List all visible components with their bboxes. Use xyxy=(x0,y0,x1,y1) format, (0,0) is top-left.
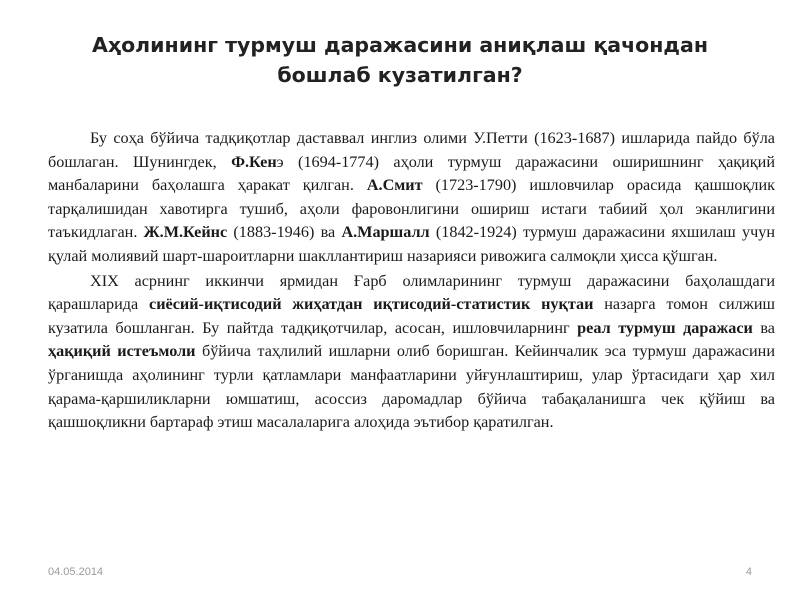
bold-name-kene: Ф.Кен xyxy=(231,152,277,171)
footer-page-number: 4 xyxy=(745,566,752,578)
slide-title: Аҳолининг турмуш даражасини аниқлаш қачондан бошлаб кузатилган? xyxy=(91,33,708,87)
bold-phrase-viewpoint: сиёсий-иқтисодий жиҳатдан иқтисодий-статистик нуқтаи xyxy=(149,295,594,314)
text-run: бўйича таҳлилий ишларни олиб боришган. Кейинчалик эса турмуш даражасини ўрганишда аҳолининг турли қатламлари манфаатларини уйғунлаштириш, улар ўртасидаги ҳар хил қарама-қаршиликларни юмшатиш, асоссиз даромадлар бўйича табақаланишга чек қўйиш ва қашшоқликни бартараф этиш масалаларига алоҳида эътибор қаратилган. xyxy=(48,342,776,432)
bold-name-smith: А.Смит xyxy=(366,176,423,195)
text-run: (1842-1924) турмуш даражасини яхшилаш учун қулай молиявий шарт-шароитларни шакллантириш назарияси ривожига салмоқли ҳисса қўшган. xyxy=(48,223,775,265)
bold-phrase-real-consumption: ҳақиқий истеъмоли xyxy=(48,342,196,361)
bold-phrase-real-living-standard: реал турмуш даражаси xyxy=(577,318,753,337)
footer-date: 04.05.2014 xyxy=(48,566,104,578)
text-run: (1883-1946) ва xyxy=(227,223,342,242)
bold-name-marshall: А.Маршалл xyxy=(341,223,430,242)
paragraph-history-early xyxy=(48,127,775,269)
text-run: э (1694-1774) аҳоли турмуш даражасини оширишнинг ҳақиқий манбаларини баҳолашга ҳаракат қилган. xyxy=(48,152,775,195)
slide-body xyxy=(48,127,775,436)
bold-name-keynes: Ж.М.Кейнс xyxy=(143,223,228,242)
text-run: XIX асрнинг иккинчи ярмидан Ғарб олимларининг турмуш даражасини баҳолашдаги қарашларида xyxy=(48,271,775,314)
paragraph-history-xix xyxy=(48,270,775,435)
text-run: назарга томон силжиш кузатила бошланган. Бу пайтда тадқиқотчилар, асосан, ишловчиларнинг xyxy=(48,295,775,337)
text-run: ва xyxy=(752,318,775,337)
text-run: (1723-1790) ишловчилар орасида қашшоқлик тарқалишидан хавотирга тушиб, аҳоли фаровонлигини ошириш истаги табиий ҳол эканлигини таъкидлаган. xyxy=(48,176,775,242)
text-run: Бу соҳа бўйича тадқиқотлар даставвал инглиз олими У.Петти (1623-1687) ишларида пайдо бўла бошлаган. Шунингдек, xyxy=(48,129,775,171)
